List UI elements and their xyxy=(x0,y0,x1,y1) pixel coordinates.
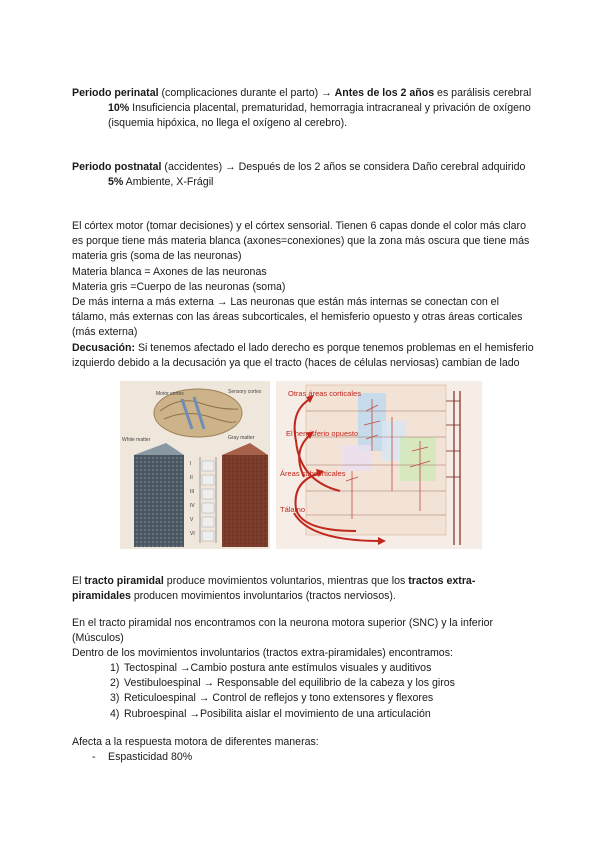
arrow-label-cortical: Otras áreas corticales xyxy=(288,389,361,398)
list-item: 1) Tectospinal →Cambio postura ante estímulos visuales y auditivos xyxy=(110,662,432,674)
svg-text:I: I xyxy=(190,461,192,467)
svg-text:II: II xyxy=(190,475,193,481)
gray-matter-label: Gray matter xyxy=(228,435,255,441)
green-column xyxy=(400,437,436,481)
perinatal-percent: 10% xyxy=(108,102,130,115)
white-matter-def: Materia blanca = Axones de las neuronas xyxy=(72,265,267,278)
motor-neuron-paragraph xyxy=(72,616,534,662)
postnatal-title: Periodo postnatal xyxy=(72,161,162,173)
list-item: 2) Vestibuloespinal → Responsable del equilibrio de la cabeza y los giros xyxy=(110,677,455,690)
motor-neuron-text: En el tracto piramidal nos encontramos con la neurona motora superior (SNC) y la inferior (Músculos) xyxy=(72,617,493,645)
cortex-figure xyxy=(120,381,482,549)
cortex-illustration xyxy=(120,381,482,549)
perinatal-paragraph xyxy=(72,86,534,132)
motor-cortex-label: Motor cortex xyxy=(156,391,184,397)
gray-matter-def: Materia gris =Cuerpo de las neuronas (soma) xyxy=(72,280,286,293)
perinatal-tail: es parálisis cerebral xyxy=(434,87,532,99)
pyramidal-term: tracto piramidal xyxy=(84,575,164,587)
extrapyramidal-list xyxy=(72,661,534,722)
perinatal-desc: (complicaciones durante el parto) → xyxy=(158,87,335,99)
postnatal-desc: (accidentes) → Después de los 2 años se considera Daño cerebral adquirido xyxy=(161,161,526,173)
perinatal-age: Antes de los 2 años xyxy=(334,87,435,99)
svg-text:IV: IV xyxy=(190,503,195,509)
svg-text:V: V xyxy=(190,517,194,523)
pyramidal-paragraph: El tracto piramidal produce movimientos voluntarios, mientras que los tractos extra-piramidales producen movimientos involuntarios (tractos nerviosos). xyxy=(72,575,476,603)
list-item: 4) Rubroespinal →Posibilita aislar el movimiento de una articulación xyxy=(110,707,431,720)
perinatal-causes: Insuficiencia placental, prematuridad, hemorragia intracraneal y privación de oxígeno (isquemia hipóxica, no llega el oxígeno al cerebro). xyxy=(108,102,531,130)
svg-text:III: III xyxy=(190,489,195,495)
postnatal-paragraph xyxy=(72,160,534,190)
motor-response-paragraph xyxy=(72,735,534,765)
white-matter-label: White matter xyxy=(122,437,151,443)
motor-response-intro: Afecta a la respuesta motora de diferentes maneras: xyxy=(72,736,319,748)
cortex-paragraph xyxy=(72,219,534,371)
arrow-label-thalamus: Tálamo xyxy=(280,505,306,514)
decusacion-title: Decusación: xyxy=(72,341,135,354)
perinatal-title: Periodo perinatal xyxy=(72,87,159,99)
arrow-label-subcortical: Áreas subcorticales xyxy=(280,469,346,478)
cortex-intro: El córtex motor (tomar decisiones) y el córtex sensorial. Tienen 6 capas donde el color más claro es porque tiene más materia blanca (axones=conexiones) que la zona más oscura que tiene más materia gris (soma de las neuronas) xyxy=(72,220,530,263)
list-item: 3) Reticuloespinal → Control de reflejos y tono extensores y flexores xyxy=(110,692,434,705)
postnatal-causes: Ambiente, X-Frágil xyxy=(123,176,214,189)
postnatal-percent: 5% xyxy=(108,176,124,189)
spasticity-item: - Espasticidad 80% xyxy=(92,751,193,764)
sensory-cortex-label: Sensory cortex xyxy=(228,389,262,395)
svg-text:VI: VI xyxy=(190,531,195,537)
involuntary-intro: Dentro de los movimientos involuntarios (tractos extra-piramidales) encontramos: xyxy=(72,647,453,660)
layers-connections: De más interna a más externa → Las neuronas que están más internas se conectan con el tálamo, más externas con las áreas subcorticales, el hemisferio opuesto y otras áreas corticales (más externa) xyxy=(72,296,523,339)
arrow-label-hemisphere: El hemisferio opuesto xyxy=(286,429,359,438)
extrapyramidal-term: tractos extra-piramidales xyxy=(72,575,476,603)
decusacion-desc: Si tenemos afectado el lado derecho es porque tenemos problemas en el hemisferio izquierdo debido a la decusación ya que el tracto (haces de células nerviosas) cambian de lado xyxy=(72,341,534,369)
